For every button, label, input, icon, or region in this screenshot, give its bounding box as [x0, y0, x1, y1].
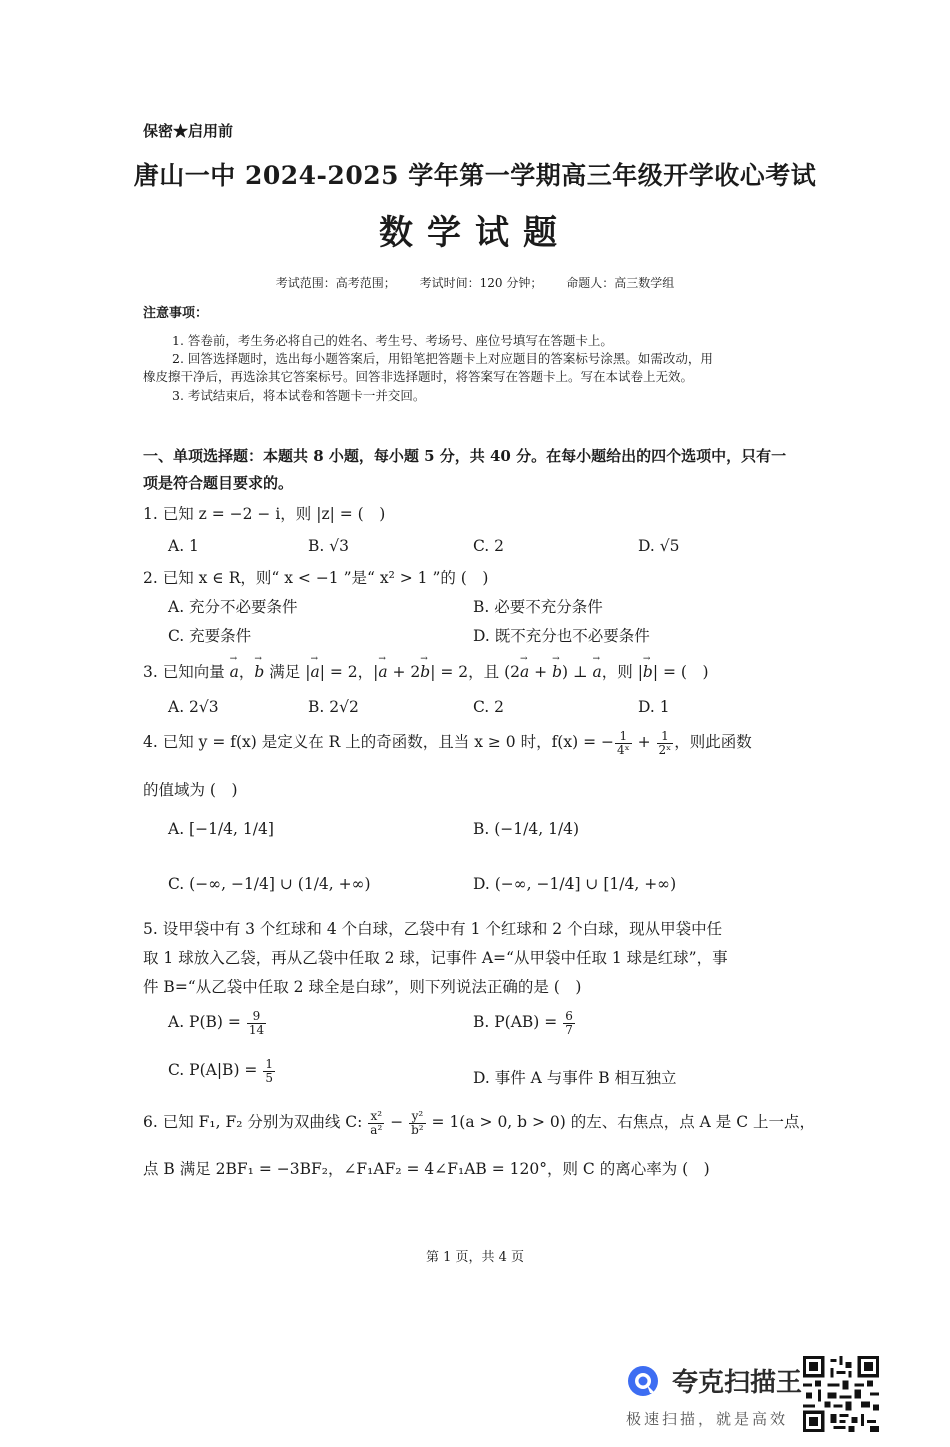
vector-a: → a	[230, 663, 239, 681]
question-3-stem: 3. 已知向量 → a，→ b 满足 |→ a| = 2，|→ a + 2→ b| = 2，且 (2→ a + → b) ⊥ → a，则 |→ b| = ( )	[143, 660, 709, 682]
qr-code-icon	[803, 1356, 879, 1432]
question-1-option-a: A. 1	[168, 537, 199, 555]
question-2-option-d: D. 既不充分也不必要条件	[473, 627, 650, 645]
question-5-stem-line-1: 5. 设甲袋中有 3 个红球和 4 个白球，乙袋中有 1 个红球和 2 个白球，现从甲袋中任	[143, 920, 723, 938]
page-footer: 第 1 页，共 4 页	[425, 1250, 525, 1265]
exam-scope: 考试范围：高考范围；	[275, 276, 396, 290]
notice-heading: 注意事项：	[143, 306, 209, 321]
question-3-option-b: B. 2√2	[308, 698, 359, 716]
question-6-stem-line-2: 点 B 满足 2BF₁ = −3BF₂，∠F₁AF₂ = 4∠F₁AB = 120°，则 C 的离心率为 ( )	[143, 1160, 710, 1178]
question-3-option-a: A. 2√3	[168, 698, 219, 716]
confidential-label: 保密★启用前	[143, 122, 234, 140]
vector-b: → b	[254, 663, 264, 681]
notice-item-3: 3. 考试结束后，将本试卷和答题卡一并交回。	[172, 388, 426, 403]
notice-item-2-line-1: 2. 回答选择题时，选出每小题答案后，用铅笔把答题卡上对应题目的答案标号涂黑。如需改动，用	[172, 351, 713, 366]
fraction-1-over-2x: $\frac{1}{\text{2ˣ}}$	[658, 729, 672, 757]
question-5-option-a: A. P(B) = $\frac{9}{14}$	[168, 1009, 265, 1037]
exam-info	[0, 274, 950, 291]
question-1-option-d: D. √5	[638, 537, 680, 555]
fraction-1-over-4x: $\frac{1}{\text{4ˣ}}$	[616, 729, 630, 757]
question-5-stem-line-3: 件 B=“从乙袋中任取 2 球全是白球”，则下列说法正确的是 ( )	[143, 978, 582, 996]
question-1-option-c: C. 2	[473, 537, 505, 555]
question-2-option-a: A. 充分不必要条件	[168, 598, 298, 616]
question-6-stem-line-1: 6. 已知 F₁, F₂ 分别为双曲线 C: $\frac{\text{x²}}{\text{a²}}$ − $\frac{\text{y²}}{\text{b²}}$ = 1(a > 0, b > 0) 的左、右焦点，点 A 是 C 上一点，	[143, 1109, 816, 1137]
question-5-stem-line-2: 取 1 球放入乙袋，再从乙袋中任取 2 球，记事件 A=“从甲袋中任取 1 球是红球”，事	[143, 949, 728, 967]
question-2-option-b: B. 必要不充分条件	[473, 598, 603, 616]
question-5-option-c: C. P(A|B) = $\frac{1}{5}$	[168, 1057, 273, 1085]
question-4-stem: 4. 已知 y = f(x) 是定义在 R 上的奇函数，且当 x ≥ 0 时，f(x) = − $\frac{1}{\text{4ˣ}}$ + $\frac{1}{\text{2ˣ}}$ ，则此函数	[143, 729, 752, 757]
section-heading-line-1: 一、单项选择题：本题共 8 小题，每小题 5 分，共 40 分。在每小题给出的四个选项中，只有一	[143, 447, 787, 465]
question-4-option-a: A. [−1/4, 1/4]	[168, 820, 274, 838]
question-4-stem-line-2: 的值域为 ( )	[143, 781, 238, 799]
question-3-option-c: C. 2	[473, 698, 505, 716]
question-4-option-d: D. (−∞, −1/4] ∪ [1/4, +∞)	[473, 875, 677, 893]
question-5-option-b: B. P(AB) = $\frac{6}{7}$	[473, 1009, 573, 1037]
notice-item-2-line-2: 橡皮擦干净后，再选涂其它答案标号。回答非选择题时，将答案写在答题卡上。写在本试卷上无效。	[143, 369, 694, 384]
question-4-option-b: B. (−1/4, 1/4)	[473, 820, 580, 838]
exam-time: 考试时间：120 分钟；	[419, 276, 543, 290]
notice-item-1: 1. 答卷前，考生务必将自己的姓名、考生号、考场号、座位号填写在答题卡上。	[172, 333, 613, 348]
school-exam-title: 唐山一中 2024-2025 学年第一学期高三年级开学收心考试	[133, 161, 817, 190]
question-1-option-b: B. √3	[308, 537, 349, 555]
question-4-option-c: C. (−∞, −1/4] ∪ (1/4, +∞)	[168, 875, 371, 893]
question-2-option-c: C. 充要条件	[168, 627, 252, 645]
question-5-option-d: D. 事件 A 与事件 B 相互独立	[473, 1069, 677, 1087]
scanner-slogan: 极速扫描，就是高效	[626, 1410, 789, 1428]
scanner-brand-name: 夸克扫描王	[672, 1368, 803, 1398]
exam-author: 命题人：高三数学组	[566, 276, 675, 290]
question-3-option-d: D. 1	[638, 698, 670, 716]
quark-logo-icon	[626, 1364, 660, 1398]
question-1-stem: 1. 已知 z = −2 − i，则 |z| = ( )	[143, 505, 386, 523]
subject-title: 数学试题	[379, 213, 571, 253]
section-heading-line-2: 项是符合题目要求的。	[143, 474, 294, 492]
question-2-stem: 2. 已知 x ∈ R，则“ x < −1 ”是“ x² > 1 ”的 ( )	[143, 569, 489, 587]
